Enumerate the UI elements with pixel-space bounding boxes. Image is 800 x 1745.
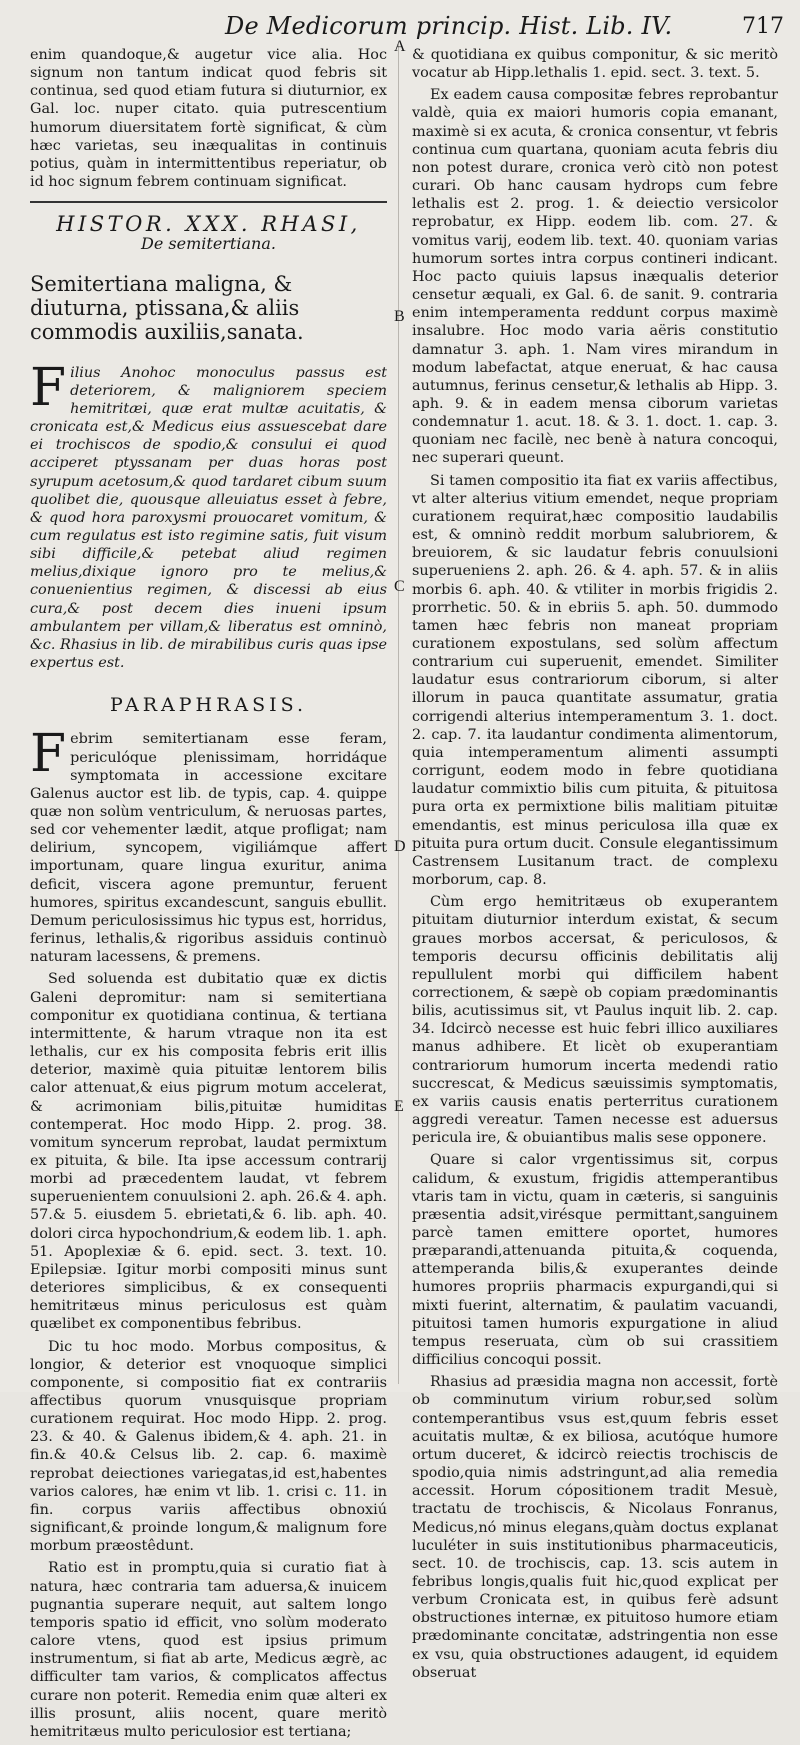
left-paragraph-2: Sed soluenda est dubitatio quæ ex dictis Galeni depromitur: nam si semitertiana componitur ex quotidiana continua, & tertiana intermittente, & harum vtraque non ita est lethalis, cur ex his composita febris erit illis deterior, maximè quia pituitæ lentorem bilis calor attenuat,& eius pigrum motum accelerat, & acrimoniam bilis,pituitæ humiditas contemperat. Hoc modo Hipp. 2. prog. 38. vomitum syncerum reprobat, laudat permixtum ex pituita, & bile. Ita ipse accessum contrarij morbi ad præcedentem laudat, vt febrem superuenientem conuulsioni 2. aph. 26.& 4. aph. 57.& 5. eiusdem 5. ebrietati,& 6. lib. aph. 40. dolori circa hypochondrium,& eodem lib. 1. aph. 51. Apoplexiæ & 6. epid. sect. 3. text. 10. Epilepsiæ. Igitur morbi compositi minus sunt deteriores simplicibus, & ex consequenti hemitritæus minus periculosus est quàm quælibet ex componentibus febribus. bbox=[30, 971, 387, 1333]
paraphrasis-first-text: ebrim semitertianam esse feram, periculóque plenissimam, horridáque symptomata in accessione excitare Galenus auctor est lib. de typis, cap. 4. quippe quæ non solùm ventriculum, & neruosas partes, sed cor vehementer lædit, atque profligat; nam delirium, syncopem, vigiliámque affert importunam, quare lingua exuritur, anima deficit, viscera agone premuntur, feruent humores, spiritus excandescunt, sanguis ebullit. Demum periculosissimus hic typus est, horridus, ferinus, lethalis,& rigoribus assiduis continuò naturam lacessens, & premens. bbox=[30, 731, 387, 966]
case-narrative bbox=[30, 357, 387, 673]
left-paragraph-3: Dic tu hoc modo. Morbus compositus, & longior, & deterior est vnoquoque simplici componente, si compositio fiat ex contrariis affectibus quorum vnusquisque propriam curationem requirat. Hoc modo Hipp. 2. prog. 23. & 40. & Galenus ibidem,& 4. aph. 21. in fin.& 40.& Celsus lib. 2. cap. 6. maximè reprobat deiectiones variegatas,id est,habentes varios calores, hæ enim vt lib. 1. crisi c. 11. in fin. corpus variis affectibus obnoxiú significant,& proinde longum,& malignum fore morbum præostêdunt. bbox=[30, 1338, 387, 1555]
case-dropcap: F bbox=[30, 357, 67, 418]
case-title: Semitertiana maligna, & diuturna, ptissana,& aliis commodis auxiliis,sanata. bbox=[30, 271, 304, 344]
left-paragraph-4: Ratio est in promptu,quia si curatio fiat à natura, hæc contraria tam aduersa,& inuicem pugnantia superare nequit, aut saltem longo temporis spatio id efficit, vno solùm moderato calore vtens, quod est ipsius primum instrumentum, si fiat ab arte, Medicus ægrè, ac difficulter tam varios, & complicatos affectus curare non poterit. Remedia enim quæ alteri ex illis prosunt, aliis nocent, quare meritò hemitritæus multo periculosior est tertiana; bbox=[30, 1560, 387, 1740]
right-paragraph-5: Quare si calor vrgentissimus sit, corpus calidum, & exustum, frigidis attemperantibus vtaris tam in victu, quam in cæteris, si sanguinis præsentia adsit,virésque permittant,sanguinem parcè tamen emittere oportet, humores præparandi,attenuanda pituita,& coquenda, attemperanda bilis,& exuperantes deinde humores propriis pharmacis expurgandi,qui si mixti fuerint, alternatim, & paulatim vacuandi, pituitosi tamen humoris expurgatione in aliud tempus reseruata, cùm ob sui crassitiem difficilius concoqui possit. bbox=[412, 1152, 778, 1369]
margin-letter-d: D bbox=[394, 838, 406, 855]
running-title: De Medicorum princip. Hist. Lib. IV. bbox=[225, 12, 673, 40]
margin-letter-a: A bbox=[394, 38, 406, 55]
intro-paragraph: enim quandoque,& augetur vice alia. Hoc signum non tantum indicat quod febris sit continua, sed quod etiam futura si diuturnior, ex Gal. loc. nuper citato. quia putrescentium humorum diuersitatem fortè significat, & cùm hæc varietas, seu inæqualitas in continuis potius, quàm in intermittentibus reperiatur, ob id hoc signum febrem continuam significat. bbox=[30, 47, 387, 191]
section-rule bbox=[30, 201, 387, 203]
paraphrasis-heading: PARAPHRASIS. bbox=[109, 694, 308, 717]
margin-letter-b: B bbox=[394, 308, 405, 325]
right-paragraph-2: Ex eadem causa compositæ febres reprobantur valdè, quia ex maiori humoris copia emanant, maximè si ex acuta, & cronica consentur, vt febris continua cum quartana, quoniam acuta febris diu non potest durare, cronica verò citò non potest curari. Ob hanc causam hydrops cum febre lethalis est 2. prog. 1. & deiectio versicolor reprobatur, ex Hipp. eodem lib. com. 27. & vomitus varij, eodem lib. text. 40. quoniam varias humorum sortes intra corpus contineri indicant. Hoc pacto quiuis lapsus inæqualis deterior censetur æquali, ex Gal. 6. de sanit. 9. contraria enim intemperamenta reddunt corpus maximè insalubre. Hoc modo varia aëris constitutio damnatur 3. aph. 1. Nam vires mirandum in modum labefactat, atque eneruat, & hac causa autumnus, ferinus censetur,& lethalis ab Hipp. 3. aph. 9. & in eadem mensa ciborum varietas condemnatur 1. acut. 18. & 3. 1. doct. 1. cap. 3. quoniam nec facilè, nec benè à natura concoqui, nec superari queunt. bbox=[412, 87, 779, 467]
case-narrative-text: ilius Anohoc monoculus passus est deteriorem, & maligniorem speciem hemitritæi, quæ erat multæ acuitatis, & cronicata est,& Medicus eius assuescebat dare ei trochiscos de spodio,& consului ei quod acciperet ptyssanam per duas horas post syrupum acetosum,& quod tardaret cibum suum quolibet die, quousque alleuiatus esset à febre, & quod hora paroxysmi prouocaret vomitum, & cum regulatus est isto regimine satis, fuit visum sibi difficile,& petebat aliud regimen melius,dixique ignoro pro te melius,& conuenientius regimen, & discessi ab eius cura,& post decem dies inueni ipsum ambulantem per villam,& liberatus est omninò, &c. Rhasius in lib. de mirabilibus curis quas ipse expertus est. bbox=[30, 364, 387, 672]
right-paragraph-3: Si tamen compositio ita fiat ex variis affectibus, vt alter alterius vitium emendet, neque propriam curationem requirat,hæc compositio laudabilis est, & omninò reddit morbum salubriorem, & breuiorem, & sic laudatur febris conuulsioni superueniens 2. aph. 26. & 4. aph. 57. & in aliis morbis 6. aph. 40. & vtiliter in morbis frigidis 2. prorrhetic. 50. & in ebriis 5. aph. 50. dummodo tamen hæc febris non maneat propriam curationem expostulans, sed solùm affectum contrarium cui superuenit, emendet. Similiter laudatur esus contrariorum ciborum, si alter illorum in pauca quantitate assumatur, gratia corrigendi alterius intemperamentum 3. 1. doct. 2. cap. 7. ita laudantur condimenta alimentorum, quia intemperamentum alimenti assumpti corrigunt, eodem modo in febre quotidiana laudatur commixtio bilis cum pituita, & pituitosa pura orta ex permixtione bilis malitiam pituitæ emendantis, est minus periculosa illa quæ ex pituita pura ortum ducit. Consule elegantissimum Castrensem Lusitanum tract. de complexu morborum, cap. 8. bbox=[412, 472, 778, 889]
right-paragraph-6: Rhasius ad præsidia magna non accessit, fortè ob comminutum virium robur,sed solùm contemperantibus vsus est,quum febris esset acuitatis multæ, & ex biliosa, acutóque humore ortum duceret, & idcircò reiectis trochiscis de spodio,quia nimis adstringunt,ad alia remedia accessit. Horum cópositionem tradit Mesuè, tractatu de trochiscis, & Nicolaus Fonranus, Medicus,nó minus elegans,quàm doctus explanat luculéter in suis institutionibus pharmaceuticis, sect. 10. de trochiscis, cap. 13. scis autem in febribus longis,qualis fuit hic,quod explicat per verbum Cronicata est, in quibus ferè adsunt obstructiones internæ, ex pituitoso humore etiam prædominante concitatæ, adstringentia non esse ex vsu, quia obstructiones adaugent, id equidem obseruat bbox=[412, 1374, 778, 1681]
historia-heading: HISTOR. XXX. RHASI, bbox=[56, 212, 361, 237]
paraphrasis-first-paragraph bbox=[30, 724, 387, 966]
paraphrasis-dropcap: F bbox=[30, 724, 67, 785]
right-paragraph-1: & quotidiana ex quibus componitur, & sic meritò vocatur ab Hipp.lethalis 1. epid. sect. 3. text. 5. bbox=[412, 47, 778, 82]
historia-subheading: De semitertiana. bbox=[141, 234, 276, 254]
right-paragraph-4: Cùm ergo hemitritæus ob exuperantem pituitam diuturnior interdum existat, & secum graues morbos accersat, & periculosos, & temporis decursu officinis debilitatis alij repullulent morbi qui difficilem habent correctionem, & sæpè ob copiam prædominantis bilis, acutissimus sit, vt Paulus inquit lib. 2. cap. 34. Idcircò necesse est huic febri illico auxiliares manus adhibere. Et licèt ob exuperantiam contrariorum humorum incerta medendi ratio succrescat, & Medicus sæuissimis symptomatis, ex variis causis enatis perterritus curationem aggredi vereatur. Tamen necesse est aduersus pericula ire, & obuiantibus malis sese opponere. bbox=[412, 894, 778, 1147]
margin-letter-c: C bbox=[394, 578, 405, 595]
margin-letter-e: E bbox=[394, 1098, 404, 1115]
page-number: 717 bbox=[742, 14, 784, 39]
left-column bbox=[30, 46, 387, 1745]
column-divider bbox=[398, 44, 399, 1384]
right-column bbox=[412, 46, 778, 1686]
